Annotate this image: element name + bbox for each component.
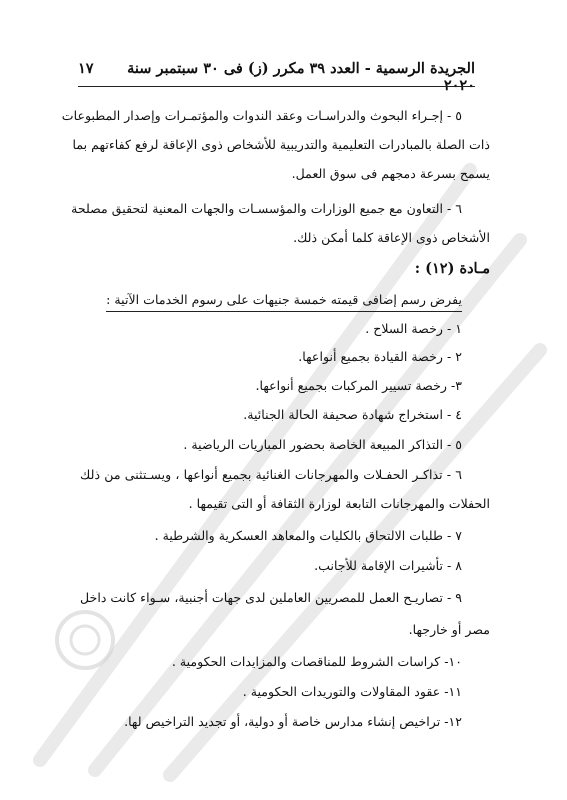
- article-heading: مـادة (١٢) :: [414, 260, 490, 277]
- list-item: ١١- عقود المقاولات والتوريدات الحكومية .: [242, 684, 462, 699]
- list-item: ١ - رخصة السلاح .: [365, 321, 462, 336]
- list-item: ٣- رخصة تسيير المركبات بجميع أنواعها.: [255, 378, 462, 393]
- page-header: [78, 60, 475, 94]
- list-item-continued: الحفلات والمهرجانات التابعة لوزارة الثقافة أو التى تقيمها .: [188, 496, 490, 511]
- header-divider: [78, 86, 475, 87]
- list-item: ٢ - رخصة القيادة بجميع أنواعها.: [298, 349, 462, 364]
- list-item: ٧ - طلبات الالتحاق بالكليات والمعاهد العسكرية والشرطية .: [154, 528, 462, 543]
- list-item: ٨ - تأشيرات الإقامة للأجانب.: [314, 558, 462, 573]
- paragraph-line: ٥ - إجـراء البحوث والدراسـات وعقد الندوات والمؤتمـرات وإصدار المطبوعات: [61, 108, 462, 123]
- paragraph-line: يسمح بسرعة دمجهم فى سوق العمل.: [291, 166, 490, 181]
- header-title: الجريدة الرسمية - العدد ٣٩ مكرر (ز) فى ٣٠ سبتمبر سنة ٢٠٢٠: [127, 60, 475, 94]
- list-item: ٥ - التذاكر المبيعة الخاصة بحضور المباريات الرياضية .: [183, 437, 462, 452]
- list-item: ٩ - تصاريـح العمل للمصريين العاملين لدى جهات أجنبية، سـواء كانت داخل: [80, 590, 462, 605]
- list-item: ٦ - تذاكـر الحفـلات والمهرجانات الغنائية بجميع أنواعها ، ويسـتثنى من ذلك: [80, 467, 462, 482]
- page-number: ١٧: [78, 60, 94, 77]
- article-intro: يفرض رسم إضافى قيمته خمسة جنيهات على رسوم الخدمات الآتية :: [106, 290, 462, 312]
- list-item: ١٢- تراخيص إنشاء مدارس خاصة أو دولية، أو تجديد التراخيص لها.: [124, 714, 462, 729]
- list-item: ٤ - استخراج شهادة صحيفة الحالة الجنائية.: [243, 407, 462, 422]
- paragraph-line: ذات الصلة بالمبادرات التعليمية والتدريبية للأشخاص ذوى الإعاقة لرفع كفاءتهم بما: [72, 137, 490, 152]
- paragraph-line: ٦ - التعاون مع جميع الوزارات والمؤسسـات والجهات المعنية لتحقيق مصلحة: [71, 201, 462, 216]
- list-item-continued: مصر أو خارجها.: [408, 622, 490, 637]
- list-item: ١٠- كراسات الشروط للمناقصات والمزايدات الحكومية .: [171, 654, 462, 669]
- paragraph-line: الأشخاص ذوى الإعاقة كلما أمكن ذلك.: [293, 230, 490, 245]
